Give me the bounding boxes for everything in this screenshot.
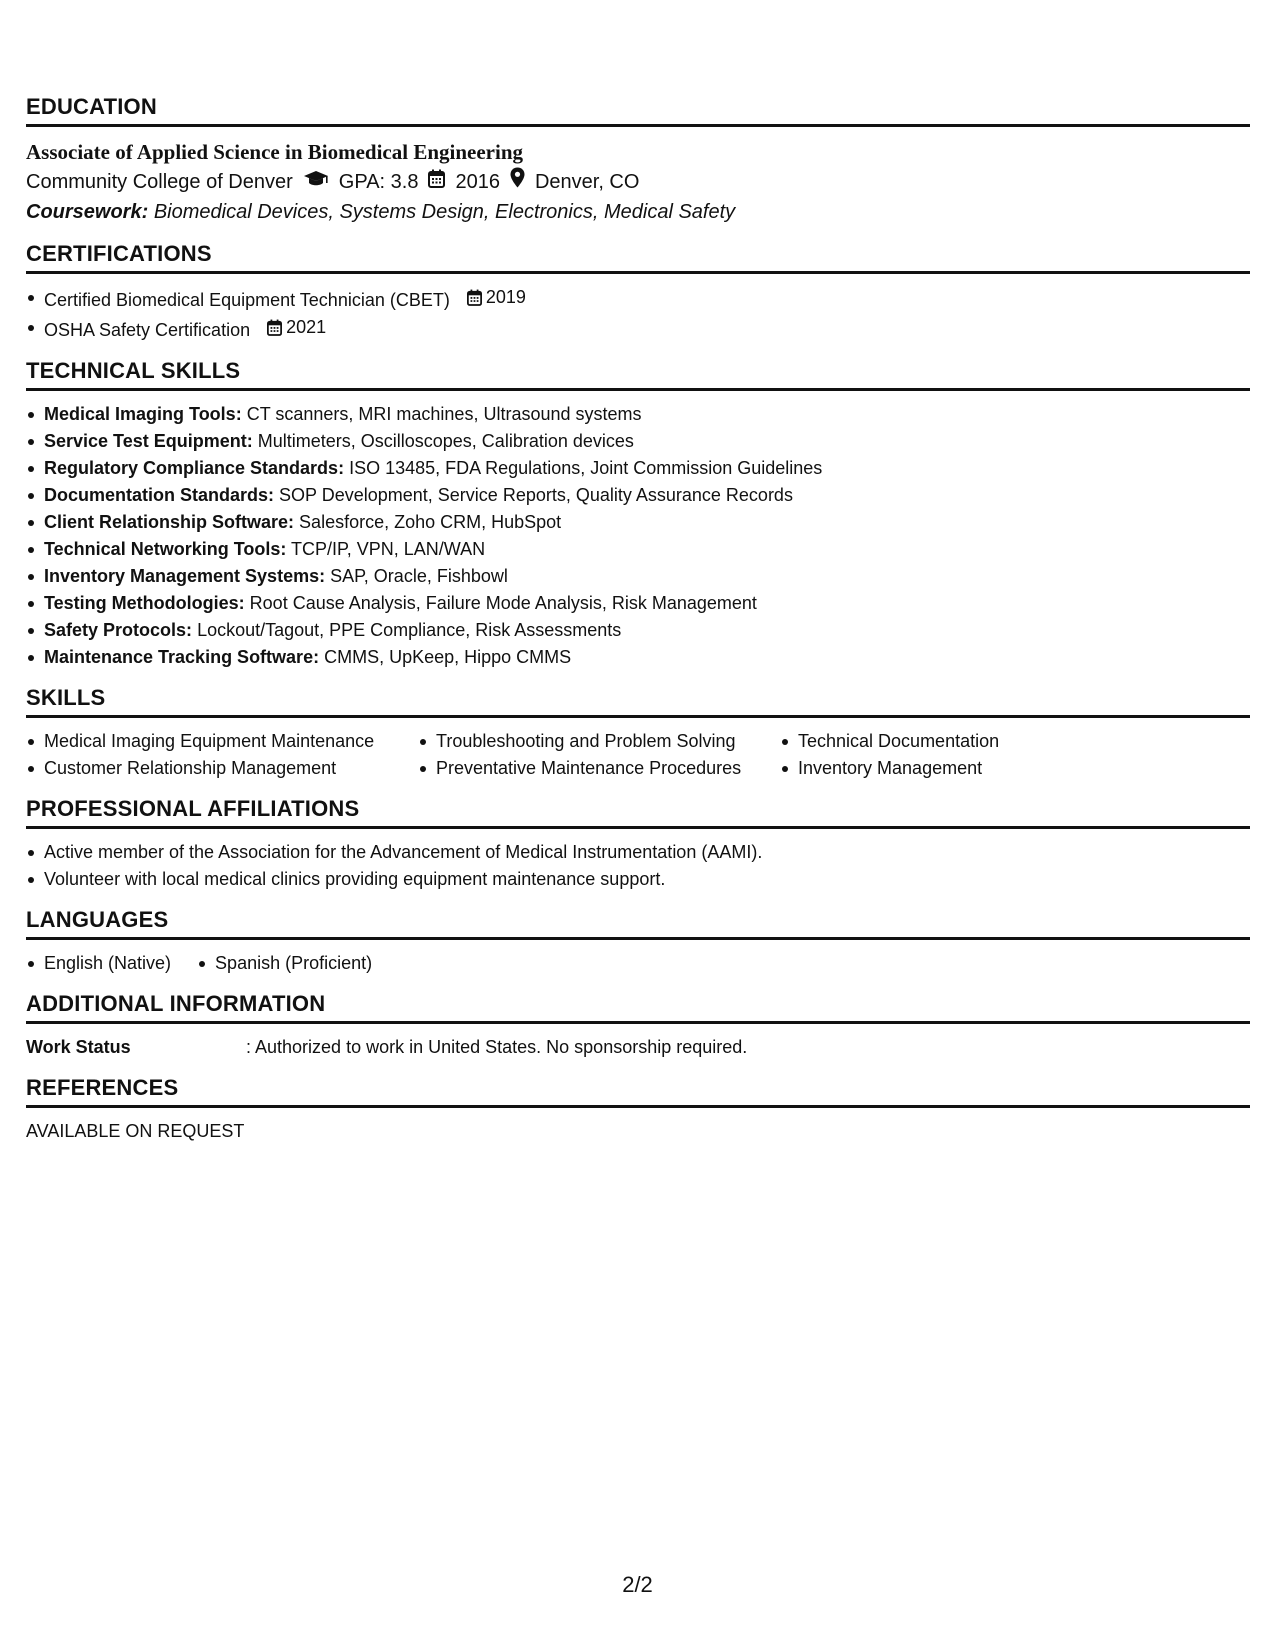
certification-year: 2019 [485, 287, 526, 307]
skill-values: CT scanners, MRI machines, Ultrasound systems [246, 404, 642, 424]
skills-grid [26, 728, 1250, 782]
degree-title: Associate of Applied Science in Biomedical Engineering [26, 140, 523, 164]
certification-name: Certified Biomedical Equipment Technician (CBET) [44, 290, 450, 310]
skills-heading: SKILLS [26, 685, 1250, 718]
skill-category: Inventory Management Systems: [44, 566, 326, 586]
education-meta [26, 167, 1250, 197]
technical-skills-heading: TECHNICAL SKILLS [26, 358, 1250, 391]
technical-skills-list [26, 401, 1250, 671]
list-item: Spanish (Proficient) [215, 950, 372, 977]
list-item [44, 644, 1250, 671]
certification-date [467, 284, 526, 311]
coursework-label: Coursework: [26, 201, 149, 223]
affiliations-section [26, 796, 1250, 893]
certification-year: 2021 [286, 317, 327, 337]
affiliations-heading: PROFESSIONAL AFFILIATIONS [26, 796, 1250, 829]
map-pin-icon [510, 167, 525, 197]
skill-category: Maintenance Tracking Software: [44, 647, 320, 667]
list-item [44, 284, 1250, 314]
certification-name: OSHA Safety Certification [44, 320, 251, 340]
skill-values: ISO 13485, FDA Regulations, Joint Commission Guidelines [349, 458, 823, 478]
skill-category: Technical Networking Tools: [44, 539, 287, 559]
references-heading: REFERENCES [26, 1075, 1250, 1108]
calendar-icon [428, 167, 445, 197]
technical-skills-section [26, 358, 1250, 671]
list-item: Medical Imaging Equipment Maintenance [44, 728, 436, 755]
list-item [44, 428, 1250, 455]
list-item [44, 455, 1250, 482]
list-item [44, 536, 1250, 563]
graduation-cap-icon [303, 167, 329, 197]
skill-category: Client Relationship Software: [44, 512, 295, 532]
skills-section [26, 685, 1250, 782]
skill-category: Documentation Standards: [44, 485, 275, 505]
list-item [44, 509, 1250, 536]
list-item: Preventative Maintenance Procedures [436, 755, 798, 782]
list-item [44, 482, 1250, 509]
skill-category: Testing Methodologies: [44, 593, 245, 613]
work-status-row [26, 1034, 1250, 1061]
list-item: Active member of the Association for the Advancement of Medical Instrumentation (AAMI). [44, 839, 1250, 866]
list-item: Volunteer with local medical clinics providing equipment maintenance support. [44, 866, 1250, 893]
list-item: Inventory Management [798, 755, 1178, 782]
calendar-icon [467, 289, 482, 306]
school-name: Community College of Denver [26, 171, 293, 193]
list-item [44, 617, 1250, 644]
certifications-heading: CERTIFICATIONS [26, 241, 1250, 274]
skill-values: SOP Development, Service Reports, Quality Assurance Records [279, 485, 793, 505]
work-status-label: Work Status [26, 1037, 131, 1057]
education-heading: EDUCATION [26, 94, 1250, 127]
skill-values: TCP/IP, VPN, LAN/WAN [291, 539, 486, 559]
list-item: Technical Documentation [798, 728, 1178, 755]
calendar-icon [267, 319, 282, 336]
skill-values: Root Cause Analysis, Failure Mode Analysis, Risk Management [249, 593, 757, 613]
additional-info-section [26, 991, 1250, 1061]
languages-heading: LANGUAGES [26, 907, 1250, 940]
education-section [26, 94, 1250, 227]
resume-page-2 [26, 94, 1250, 1159]
skill-category: Regulatory Compliance Standards: [44, 458, 345, 478]
skill-values: Multimeters, Oscilloscopes, Calibration devices [257, 431, 634, 451]
skill-values: Lockout/Tagout, PPE Compliance, Risk Assessments [197, 620, 622, 640]
additional-info-heading: ADDITIONAL INFORMATION [26, 991, 1250, 1024]
list-item: Troubleshooting and Problem Solving [436, 728, 798, 755]
list-item [44, 563, 1250, 590]
page-number: 2/2 [622, 1572, 653, 1597]
certification-date [267, 314, 326, 341]
skill-values: Salesforce, Zoho CRM, HubSpot [299, 512, 562, 532]
list-item [44, 314, 1250, 344]
languages-list [26, 950, 1250, 977]
certifications-list [26, 284, 1250, 344]
list-item: English (Native) [44, 950, 171, 977]
graduation-year: 2016 [455, 171, 500, 193]
certifications-section [26, 241, 1250, 344]
list-item: Customer Relationship Management [44, 755, 436, 782]
list-item [44, 401, 1250, 428]
skill-category: Safety Protocols: [44, 620, 193, 640]
references-text: AVAILABLE ON REQUEST [26, 1121, 245, 1141]
coursework [26, 197, 1250, 227]
affiliations-list [26, 839, 1250, 893]
coursework-list: Biomedical Devices, Systems Design, Electronics, Medical Safety [153, 201, 736, 223]
skill-values: CMMS, UpKeep, Hippo CMMS [324, 647, 572, 667]
gpa: GPA: 3.8 [338, 171, 419, 193]
list-item [44, 590, 1250, 617]
languages-section [26, 907, 1250, 977]
school-location: Denver, CO [534, 171, 640, 193]
references-section [26, 1075, 1250, 1145]
skill-category: Service Test Equipment: [44, 431, 253, 451]
skill-category: Medical Imaging Tools: [44, 404, 242, 424]
work-status-value: : Authorized to work in United States. No sponsorship required. [246, 1037, 748, 1057]
skill-values: SAP, Oracle, Fishbowl [330, 566, 508, 586]
